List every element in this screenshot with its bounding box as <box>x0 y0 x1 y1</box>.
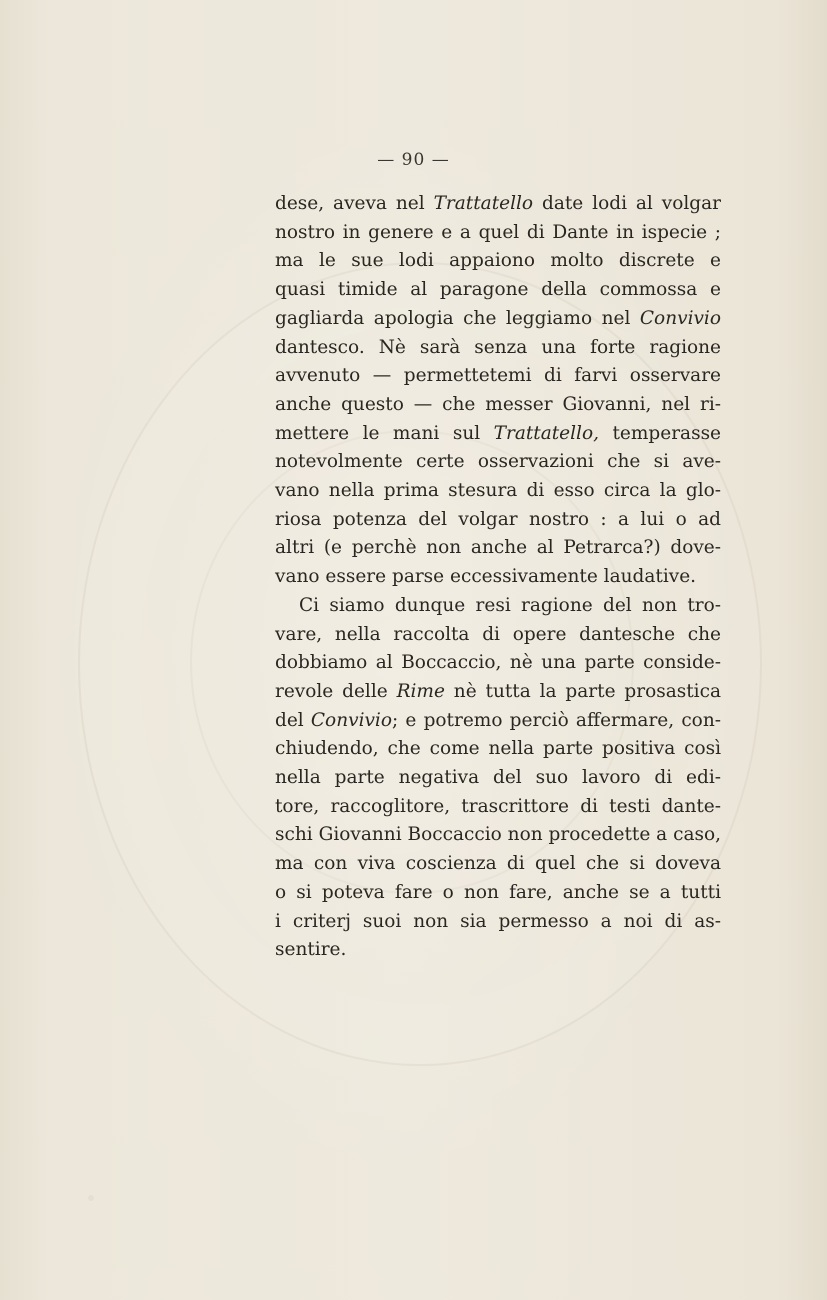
text-line <box>275 477 721 506</box>
italic-title: Trattatello <box>433 193 534 214</box>
text-run: nè tutta la parte prosastica <box>444 680 721 702</box>
text-line <box>275 707 721 736</box>
text-line <box>275 506 721 535</box>
text-run: ma le sue lodi appaiono molto discrete e <box>275 250 721 272</box>
text-line <box>275 276 721 305</box>
text-line <box>275 821 721 850</box>
text-run: chiudendo, che come nella parte positiva così <box>275 738 721 760</box>
italic-title: Convivio <box>310 709 392 731</box>
text-line <box>275 793 721 822</box>
text-run: sentire. <box>275 939 347 961</box>
text-line <box>275 678 721 707</box>
text-run: nella parte negativa del suo lavoro di edi- <box>275 767 721 789</box>
italic-title: Convivio <box>639 307 721 329</box>
text-line <box>275 735 721 764</box>
text-run: schi Giovanni Boccaccio non procedette a caso, <box>275 824 721 846</box>
text-line <box>275 219 721 248</box>
text-line <box>275 879 721 908</box>
text-line <box>275 190 721 219</box>
text-run: revole delle <box>275 680 397 702</box>
italic-title: Trattatello, <box>493 422 599 444</box>
paragraph <box>275 190 721 592</box>
paper-smudge <box>88 1195 94 1201</box>
text-run: date lodi al volgar <box>533 193 722 214</box>
page-number: — 90 — <box>377 150 450 170</box>
italic-title: Rime <box>396 680 445 702</box>
text-run: vano essere parse eccessivamente laudative. <box>275 566 697 588</box>
text-line <box>275 592 721 621</box>
text-run: i criterj suoi non sia permesso a noi di as- <box>275 910 721 932</box>
text-run: ; e potremo perciò affermare, con- <box>392 709 721 731</box>
text-line <box>275 534 721 563</box>
text-line <box>275 362 721 391</box>
text-run: altri (e perchè non anche al Petrarca?) dove- <box>275 537 721 559</box>
text-run: del <box>275 709 311 731</box>
text-run: dobbiamo al Boccaccio, nè una parte conside- <box>275 652 721 674</box>
text-run: notevolmente certe osservazioni che si ave- <box>275 451 721 473</box>
text-line <box>275 334 721 363</box>
text-run: temperasse <box>599 422 722 444</box>
text-run: vare, nella raccolta di opere dantesche che <box>275 623 721 645</box>
text-line <box>275 908 721 937</box>
text-run: tore, raccoglitore, trascrittore di testi dante- <box>275 795 721 817</box>
text-run: avvenuto — permettetemi di farvi osservare <box>275 365 721 387</box>
text-line <box>275 936 721 965</box>
text-line <box>275 247 721 276</box>
text-run: dese, aveva nel <box>275 193 434 214</box>
text-run: Ci siamo dunque resi ragione del non tro- <box>299 594 721 616</box>
text-run: vano nella prima stesura di esso circa la glo- <box>275 480 721 502</box>
text-run: ma con viva coscienza di quel che si doveva <box>275 853 721 875</box>
text-run: anche questo — che messer Giovanni, nel ri- <box>275 393 721 415</box>
body-text <box>275 190 721 965</box>
text-line <box>275 850 721 879</box>
text-run: o si poteva fare o non fare, anche se a tutti <box>275 881 721 903</box>
text-run: dantesco. Nè sarà senza una forte ragione <box>275 336 721 358</box>
text-line <box>275 649 721 678</box>
text-line <box>275 764 721 793</box>
text-line <box>275 305 721 334</box>
text-run: nostro in genere e a quel di Dante in ispecie ; <box>275 221 721 243</box>
text-line <box>275 391 721 420</box>
text-line <box>275 621 721 650</box>
text-line <box>275 420 721 449</box>
text-line <box>275 563 721 592</box>
text-run: quasi timide al paragone della commossa e <box>275 279 721 301</box>
paragraph <box>275 592 721 965</box>
text-line <box>275 448 721 477</box>
text-run: gagliarda apologia che leggiamo nel <box>275 307 640 329</box>
text-run: mettere le mani sul <box>275 422 494 444</box>
text-run: riosa potenza del volgar nostro : a lui o ad <box>275 508 721 530</box>
